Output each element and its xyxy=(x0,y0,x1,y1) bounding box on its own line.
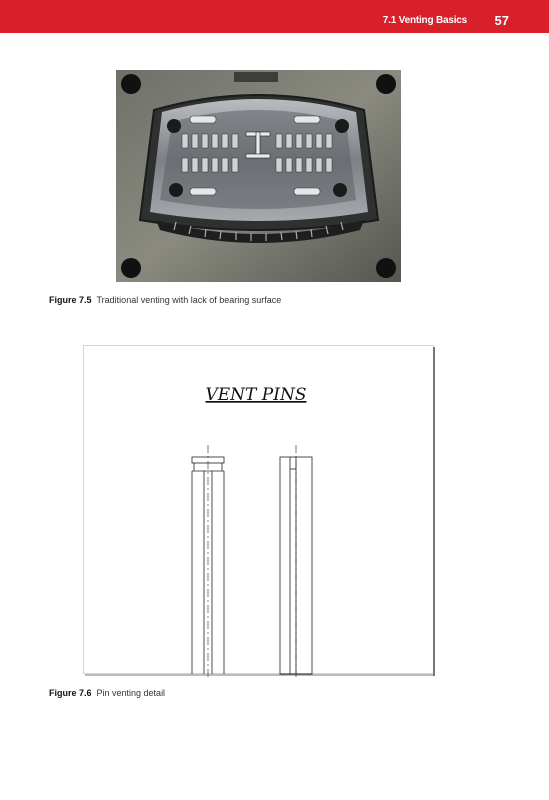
page-number: 57 xyxy=(494,13,509,28)
vent-pins-drawing xyxy=(83,345,436,677)
header-bar xyxy=(0,0,549,33)
vent-pins-diagram xyxy=(83,345,436,677)
mold-photo-illustration xyxy=(116,70,401,282)
drawing-title: VENT PINS xyxy=(205,385,307,405)
figure-7-5-number: Figure 7.5 xyxy=(49,295,92,305)
figure-7-5-text: Traditional venting with lack of bearing surface xyxy=(96,295,282,305)
figure-7-6-caption xyxy=(49,688,165,698)
header-section-title: 7.1 Venting Basics xyxy=(382,15,467,26)
mold-photo xyxy=(116,70,401,282)
figure-7-5-caption xyxy=(49,295,281,305)
figure-7-6-number: Figure 7.6 xyxy=(49,688,92,698)
figure-7-6-text: Pin venting detail xyxy=(96,688,166,698)
